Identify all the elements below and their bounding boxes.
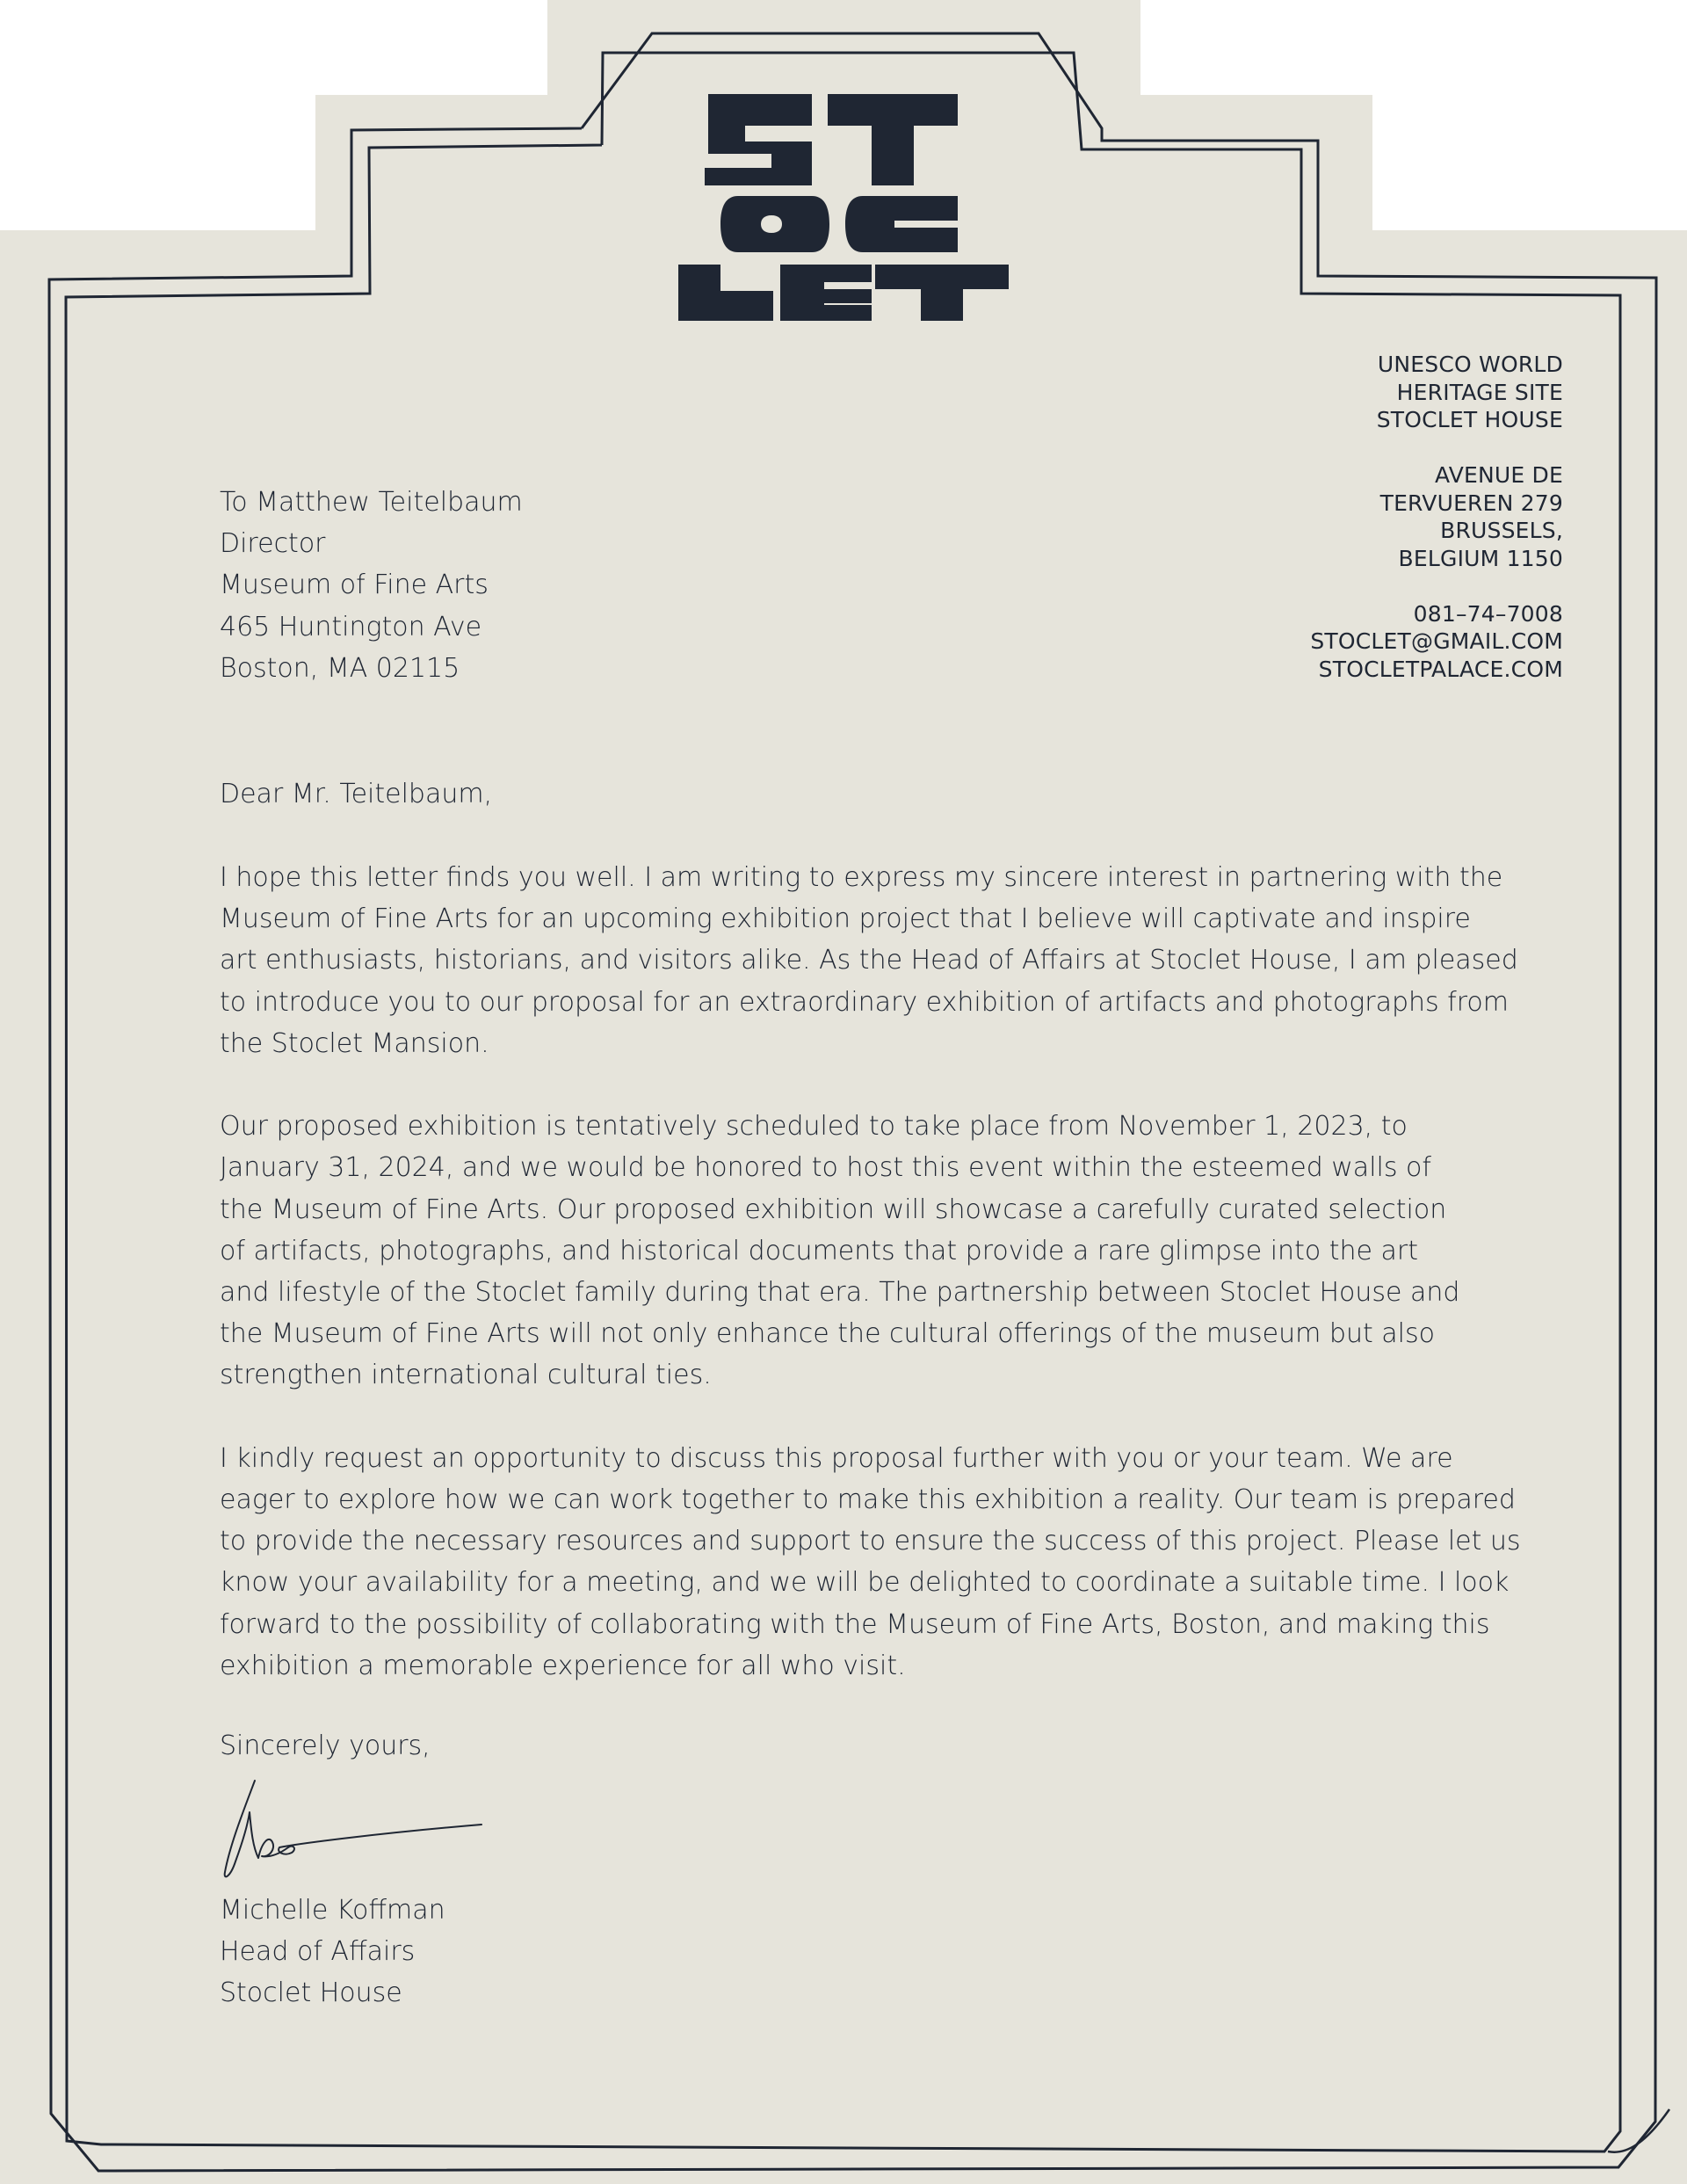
body-line: January 31, 2024, and we would be honored to host this event within the esteemed walls of xyxy=(220,1152,1431,1184)
paragraph-3 xyxy=(220,1438,1521,1687)
body-line: to introduce you to our proposal for an extraordinary exhibition of artifacts and photographs from xyxy=(220,986,1509,1018)
recipient-line: Director xyxy=(220,528,326,560)
handwritten-signature xyxy=(218,1774,490,1888)
recipient-line: 465 Huntington Ave xyxy=(220,611,482,642)
address-line: AVENUE DE xyxy=(1435,462,1563,488)
recipient-line: To Matthew Teitelbaum xyxy=(220,487,523,518)
body-line: know your availability for a meeting, and we will be delighted to coordinate a suitable time. I look xyxy=(220,1567,1510,1599)
address-line: TERVUEREN 279 xyxy=(1379,490,1563,516)
body-line: of artifacts, photographs, and historical documents that provide a rare glimpse into the art xyxy=(220,1235,1418,1266)
signer-name: Michelle Koffman xyxy=(220,1895,445,1926)
phone-number: 081–74–7008 xyxy=(1413,600,1563,627)
address-line: BRUSSELS, xyxy=(1440,518,1563,543)
website-address: STOCLETPALACE.COM xyxy=(1318,656,1563,682)
recipient-block xyxy=(220,482,1441,689)
body-line: I hope this letter finds you well. I am writing to express my sincere interest in partnering with the xyxy=(220,862,1503,893)
body-line: forward to the possibility of collaborating with the Museum of Fine Arts, Boston, and making this xyxy=(220,1608,1490,1640)
body-line: Our proposed exhibition is tentatively scheduled to take place from November 1, 2023, to xyxy=(220,1111,1408,1143)
closing xyxy=(220,1725,1441,1767)
paragraph-1 xyxy=(220,857,1518,1064)
body-line: Museum of Fine Arts for an upcoming exhibition project that I believe will captivate and inspire xyxy=(220,903,1471,935)
address-line: HERITAGE SITE xyxy=(1396,379,1563,405)
body-line: eager to explore how we can work together to make this exhibition a reality. Our team is prepared xyxy=(220,1484,1516,1516)
body-line: I kindly request an opportunity to discuss this proposal further with you or your team. We are xyxy=(220,1442,1453,1474)
address-line: UNESCO WORLD xyxy=(1377,352,1563,377)
recipient-line: Boston, MA 02115 xyxy=(220,652,460,684)
signer-block xyxy=(220,1890,1441,2014)
signer-title: Head of Affairs xyxy=(220,1936,416,1968)
email-address: STOCLET@GMAIL.COM xyxy=(1310,628,1563,654)
body-line: and lifestyle of the Stoclet family during that era. The partnership between Stoclet House and xyxy=(220,1277,1460,1309)
body-line: strengthen international cultural ties. xyxy=(220,1360,712,1391)
closing-text: Sincerely yours, xyxy=(220,1731,431,1761)
body-line: exhibition a memorable experience for all who visit. xyxy=(220,1650,906,1681)
body-line: to provide the necessary resources and support to ensure the success of this project. Please let us xyxy=(220,1526,1521,1557)
body-line: art enthusiasts, historians, and visitors alike. As the Head of Affairs at Stoclet House, I am pleased xyxy=(220,945,1518,976)
stoclet-logo xyxy=(677,92,1010,323)
address-line: STOCLET HOUSE xyxy=(1376,407,1563,432)
body-line: the Stoclet Mansion. xyxy=(220,1027,489,1059)
address-line: BELGIUM 1150 xyxy=(1398,545,1563,571)
letter-body xyxy=(220,857,1521,1728)
salutation xyxy=(220,773,1441,815)
paragraph-2 xyxy=(220,1106,1460,1396)
signer-organization: Stoclet House xyxy=(220,1977,402,2009)
body-line: the Museum of Fine Arts. Our proposed exhibition will showcase a carefully curated selection xyxy=(220,1194,1447,1225)
body-line: the Museum of Fine Arts will not only enhance the cultural offerings of the museum but also xyxy=(220,1318,1435,1350)
salutation-text: Dear Mr. Teitelbaum, xyxy=(220,779,493,809)
recipient-line: Museum of Fine Arts xyxy=(220,570,489,601)
